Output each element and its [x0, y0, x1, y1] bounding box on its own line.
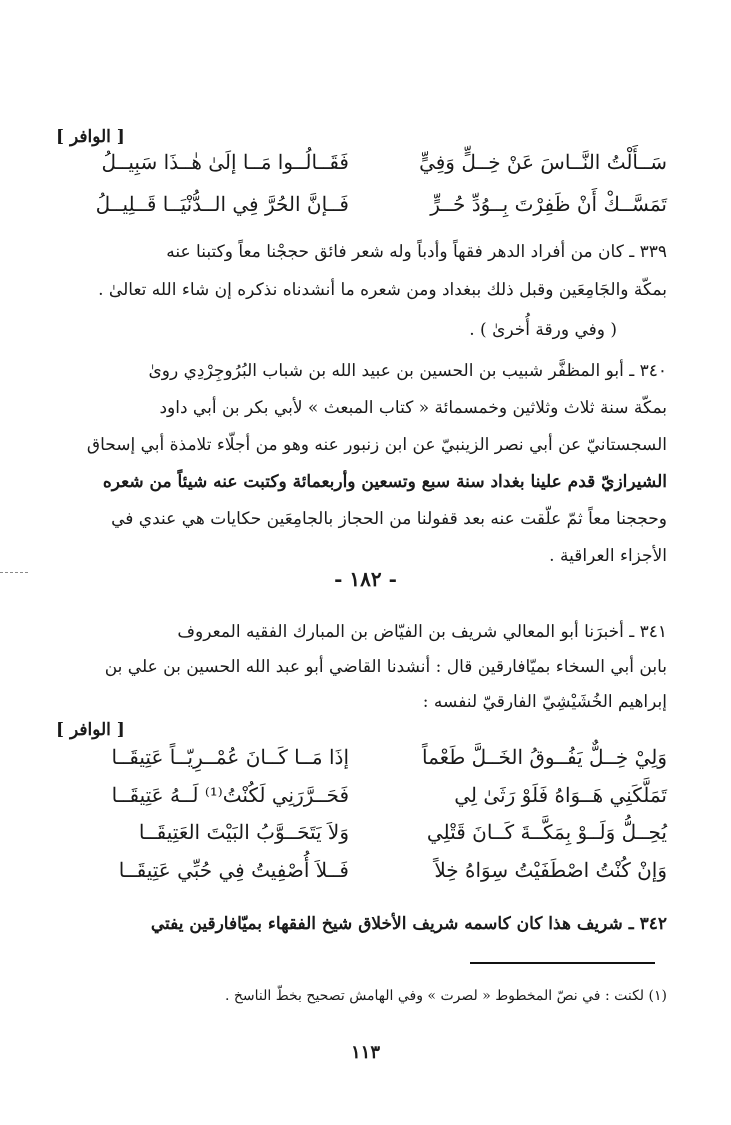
verse-5-second-hemistich: وَلاَ يَتَحَــوَّبُ البَيْتَ العَتِيقَــا	[138, 820, 349, 844]
entry-340-line-5: وحججنا معاً ثمّ علّقت عنه بعد قفولنا من الحجاز بالجامِعَين حكايات هي عندي في	[111, 509, 667, 529]
entry-340-line-1: ٣٤٠ ـ أبو المظفَّر شبيب بن الحسين بن عبيد الله بن شباب البُرُوجِرْدِي روىٰ	[148, 361, 667, 381]
entry-339-line-1: ٣٣٩ ـ كان من أفراد الدهر فقهاً وأدباً وله شعر فائق حججْنا معاً وكتبنا عنه	[166, 242, 667, 262]
entry-339-line-2: بمكّة والجَامِعَين وقبل ذلك ببغداد ومن شعره ما أنشدناه نذكره إن شاء الله تعالىٰ .	[98, 280, 667, 300]
entry-341-line-3: إبراهيم الخُشَيْشِيّ الفارقيّ لنفسه :	[422, 692, 667, 712]
verse-1-second-hemistich: فَقَــالُــوا مَــا إلَىٰ هٰــذَا سَبِيــلُ	[101, 150, 349, 174]
meter-label: [ الوافر ]	[56, 127, 125, 147]
meter-label: [ الوافر ]	[56, 720, 125, 740]
footnote-rule	[470, 962, 655, 964]
entry-340-line-4: الشيرازيّ قدم علينا بغداد سنة سبع وتسعين وأربعمائة وكتبت عنه شيئاً من شعره	[102, 472, 667, 492]
verse-4-second-hemistich: فَحَــرَّرَنِي لَكُنْتُ⁽¹⁾ لَــهُ عَتِيقَــا	[111, 783, 349, 807]
verse-1-first-hemistich: سَــأَلْتُ النَّــاسَ عَنْ خِــلٍّ وَفِيٍّ	[419, 150, 667, 174]
verse-5-first-hemistich: يُحِــلُّ وَلَــوْ بِمَكَّــةَ كَــانَ قَتْلِي	[426, 820, 667, 844]
verse-4-first-hemistich: تَمَلَّكَنِي هَــوَاهُ فَلَوْ رَثَىٰ لِي	[454, 783, 667, 807]
verse-2-first-hemistich: تَمَسَّــكْ أَنْ ظَفِرْتَ بِــوُدِّ حُــرٍّ	[430, 192, 667, 216]
verse-2-second-hemistich: فَــإنَّ الحُرَّ فِي الــدُّنْيَــا قَــلِيــلُ	[95, 192, 349, 216]
entry-341-line-1: ٣٤١ ـ أخبرَنا أبو المعالي شريف بن الفيّاض بن المبارك الفقيه المعروف	[177, 622, 667, 642]
verse-3-second-hemistich: إذَا مَــا كَــانَ عُمْــرِيّــاً عَتِيقَــا	[111, 745, 349, 769]
entry-341-line-2: بابن أبي السخاء بميّافارقين قال : أنشدنا القاضي أبو عبد الله الحسين بن علي بن	[104, 657, 667, 677]
footnote: (١) لكنت : في نصّ المخطوط « لصرت » وفي الهامش تصحيح بخطّ الناسخ .	[224, 988, 667, 1004]
note-other-leaf: ( وفي ورقة أُخرىٰ ) .	[469, 320, 617, 340]
entry-340-line-2: بمكّة سنة ثلاث وثلاثين وخمسمائة « كتاب المبعث » لأبي بكر بن أبي داود	[159, 398, 667, 418]
section-number: - ١٨٢ -	[334, 567, 397, 591]
entry-340-line-6: الأجزاء العراقية .	[549, 546, 667, 566]
entry-342-line-1: ٣٤٢ ـ شريف هذا كان كاسمه شريف الأخلاق شيخ الفقهاء بميّافارقين يفتي	[150, 914, 667, 934]
verse-3-first-hemistich: وَلِيْ خِــلٌّ يَفُــوقُ الخَــلَّ طَعْماً	[422, 745, 667, 769]
verse-6-second-hemistich: فَــلاَ أُصْفِيتُ فِي حُبِّي عَتِيقَــا	[118, 858, 349, 882]
page-number: ١١٣	[350, 1042, 380, 1063]
entry-340-line-3: السجستانيّ عن أبي نصر الزينبيّ عن ابن زنبور عنه وهو من أجلّاء تلامذة أبي إسحاق	[86, 435, 667, 455]
verse-6-first-hemistich: وَإنْ كُنْتُ اصْطَفَيْتُ سِوَاهُ خِلاً	[434, 858, 667, 882]
